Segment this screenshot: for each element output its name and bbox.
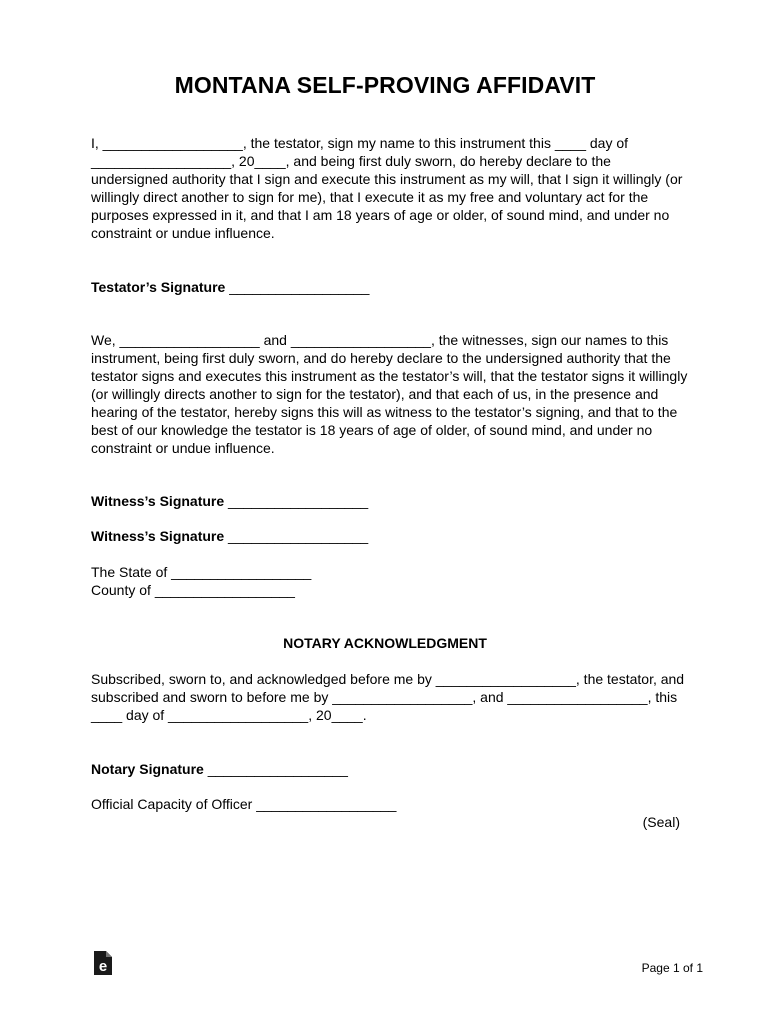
testator-signature-label: Testator’s Signature (91, 279, 226, 295)
notary-signature-line (91, 760, 348, 778)
witness-signature-line-2 (91, 527, 368, 545)
document-title: MONTANA SELF-PROVING AFFIDAVIT (174, 72, 596, 98)
notary-signature-blank: __________________ (203, 761, 348, 777)
witness-declaration-paragraph: We, __________________ and __________________, the witnesses, sign our names to this instrument, being first duly sworn, and do hereby declare to the undersigned authority that the testator signs and executes this instrument as the testator’s will, that the testator signs it willingly (or willingly directs another to sign for the testator), and that each of us, in the presence and hearing of the testator, hereby signs this will as witness to the testator’s signing, and that to the best of our knowledge the testator is 18 years of age of older, of sound mind, and under no constraint or undue influence. (91, 332, 688, 456)
witness-signature-label: Witness’s Signature (91, 528, 225, 544)
page-number: Page 1 of 1 (641, 961, 703, 975)
notary-heading: NOTARY ACKNOWLEDGMENT (283, 635, 487, 651)
witness-signature-line-1 (91, 492, 368, 510)
seal-label: (Seal) (642, 814, 680, 830)
testator-declaration-paragraph: I, __________________, the testator, sign my name to this instrument this ____ day of __________________, 20____, and being first duly sworn, do hereby declare to the undersigned authority that I sign and execute this instrument as my will, that I sign it willingly (or willingly direct another to sign for me), that I execute it as my free and voluntary act for the purposes expressed in it, and that I am 18 years of age or older, of sound mind, and under no constraint or undue influence. (91, 135, 683, 241)
testator-signature-line (91, 278, 369, 296)
official-capacity-line: Official Capacity of Officer __________________ (91, 796, 397, 812)
notary-signature-label: Notary Signature (91, 761, 204, 777)
svg-text:e: e (98, 958, 108, 975)
testator-signature-blank: __________________ (225, 279, 370, 295)
notary-acknowledgment-paragraph: Subscribed, sworn to, and acknowledged before me by __________________, the testator, and subscribed and sworn to before me by __________________, and __________________, this ____ day of __________________, 20____. (91, 671, 685, 723)
witness-signature-blank: __________________ (224, 528, 369, 544)
eforms-logo-icon (93, 950, 113, 976)
county-line: County of __________________ (91, 582, 295, 598)
state-line: The State of __________________ (91, 564, 312, 580)
witness-signature-label: Witness’s Signature (91, 493, 225, 509)
witness-signature-blank: __________________ (224, 493, 369, 509)
